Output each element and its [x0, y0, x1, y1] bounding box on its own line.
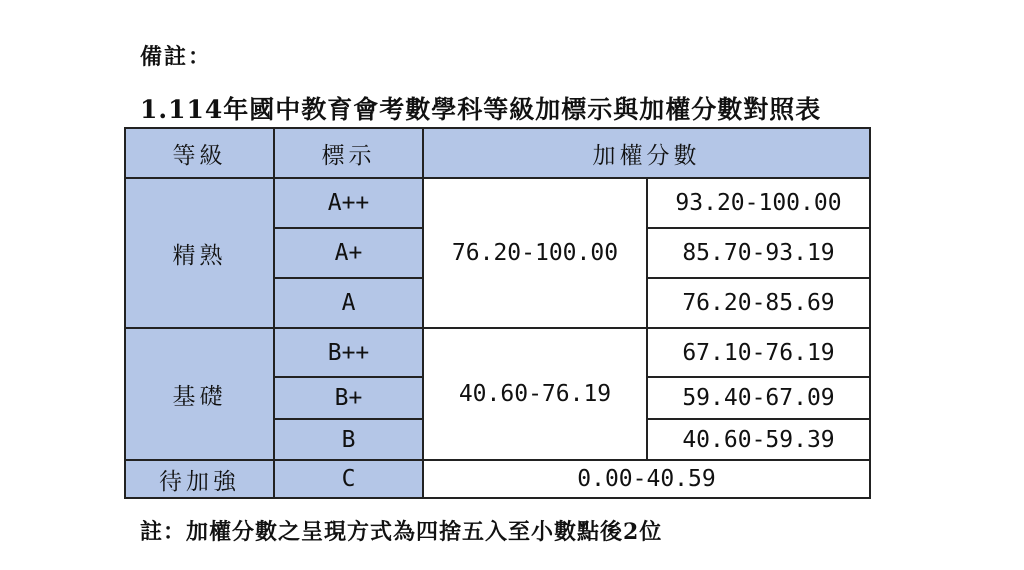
header-mark: 標示 [274, 128, 423, 178]
table-title: 1.114年國中教育會考數學科等級加標示與加權分數對照表 [140, 95, 822, 124]
grade-range-cell: 40.60-76.19 [423, 328, 647, 460]
table-row [125, 460, 870, 498]
mark-range-cell: 76.20-85.69 [647, 278, 870, 328]
mark-cell: A [274, 278, 423, 328]
grade-score-table [124, 127, 871, 499]
mark-cell: B+ [274, 377, 423, 419]
mark-range-cell: 85.70-93.19 [647, 228, 870, 278]
table-row [125, 328, 870, 377]
table-row [125, 178, 870, 228]
mark-cell: C [274, 460, 423, 498]
header-grade: 等級 [125, 128, 274, 178]
mark-cell: B [274, 419, 423, 460]
grade-range-cell: 76.20-100.00 [423, 178, 647, 328]
mark-range-cell: 93.20-100.00 [647, 178, 870, 228]
mark-range-cell: 40.60-59.39 [647, 419, 870, 460]
header-weighted-score: 加權分數 [423, 128, 870, 178]
grade-range-cell: 0.00-40.59 [423, 460, 870, 498]
grade-cell-basic: 基礎 [125, 328, 274, 460]
mark-cell: A++ [274, 178, 423, 228]
mark-range-cell: 67.10-76.19 [647, 328, 870, 377]
mark-cell: A+ [274, 228, 423, 278]
footnote: 註：加權分數之呈現方式為四捨五入至小數點後2位 [140, 519, 663, 545]
grade-cell-proficient: 精熟 [125, 178, 274, 328]
table-header-row [125, 128, 870, 178]
grade-cell-needs-improvement: 待加強 [125, 460, 274, 498]
mark-cell: B++ [274, 328, 423, 377]
note-label: 備註： [140, 44, 213, 70]
mark-range-cell: 59.40-67.09 [647, 377, 870, 419]
